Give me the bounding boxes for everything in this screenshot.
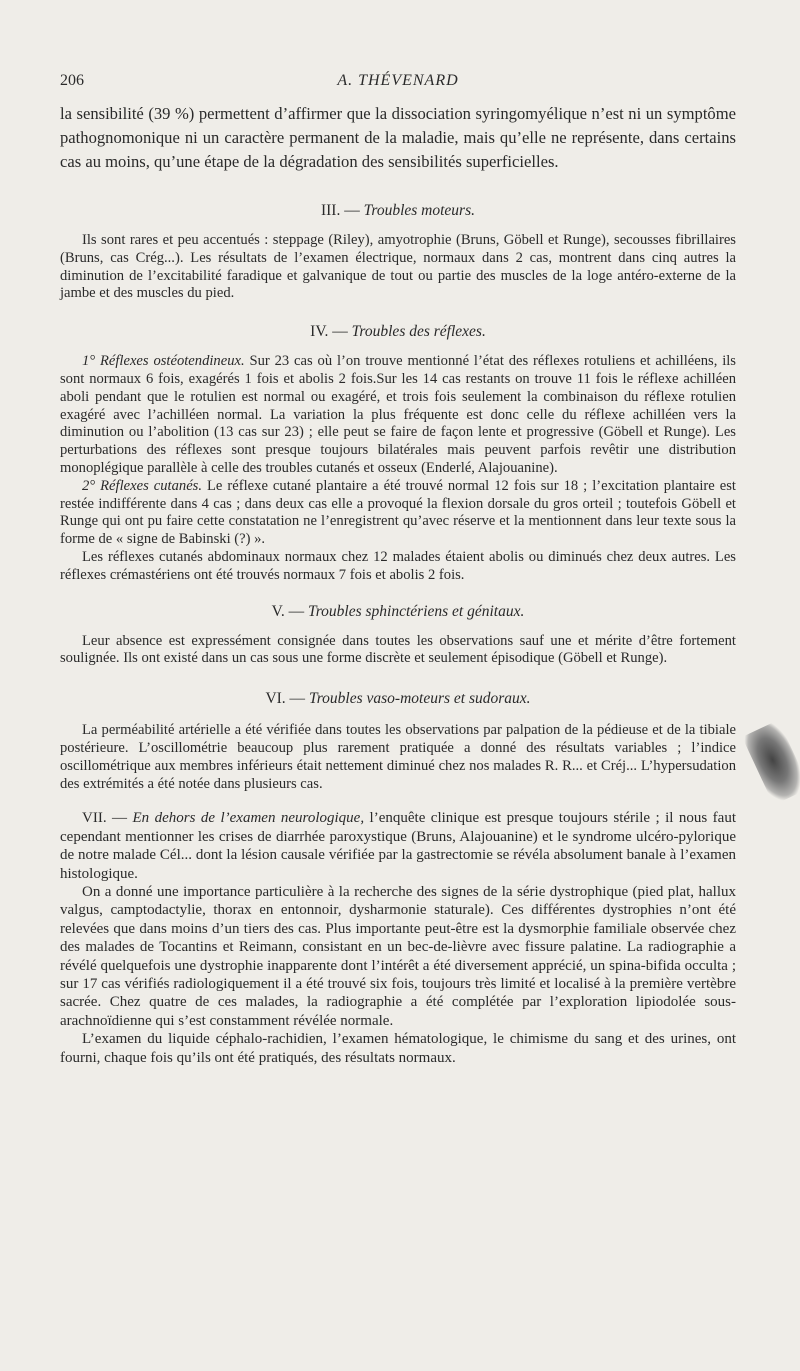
section-3-text: Ils sont rares et peu accentués : steppage (Riley), amyotrophie (Bruns, Göbell et Runge), secousses fibrillaires (Bruns, cas Crég...). Les résultats de l’examen électrique, normaux dans 2 cas, montrent dans cinq autres la diminution de l’excitabilité faradique et galvanique de tout ou partie des muscles de la loge antéro-externe de la jambe et des muscles du pied.	[60, 232, 736, 302]
section-title: En dehors de l’examen neurologique,	[132, 810, 365, 827]
section-6-text: La perméabilité artérielle a été vérifiée dans toutes les observations par palpation de la pédieuse et de la tibiale postérieure. L’oscillométrie beaucoup plus rarement pratiquée a donné des résultats variables ; l’indice oscillométrique aux membres inférieurs était nettement diminué chez nos malades R. R... et Créj... L’hypersudation des extrémités a été notée dans plusieurs cas.	[60, 722, 736, 792]
section-7-paragraph-3: L’examen du liquide céphalo-rachidien, l’examen hématologique, le chimisme du sang et des urines, ont fourni, chaque fois qu’ils ont été pratiqués, des résultats normaux.	[60, 1031, 736, 1066]
section-title: Troubles des réflexes.	[351, 323, 486, 341]
section-number: VI. —	[265, 690, 306, 708]
section-heading-4	[60, 323, 736, 341]
ink-smudge	[742, 720, 800, 805]
section-7-paragraph-2: On a donné une importance particulière à la recherche des signes de la série dystrophique (pied plat, hallux valgus, camptodactylie, thorax en entonnoir, dysharmonie staturale). Ces différentes dystrophies n’ont été relevées que dans moins d’un tiers des cas. Plus importante peut-être est la dysmorphie familiale observée chez des malades de Tocantins et Reimann, consistant en un bec-de-lièvre avec fissure palatine. La radiographie a révélé quelquefois une dystrophie inapparente dont l’intérêt a été diversement apprécié, un spina-bifida occulta ; sur 17 cas vérifiés radiologiquement il a été trouvé six fois, toujours très limité et localisé à la première vertèbre sacrée. Chez quatre de ces malades, la radiographie a été complétée par l’exploration lipiodolée sous-arachnoïdienne qui s’est constamment révélée normale.	[60, 883, 736, 1029]
page	[60, 72, 736, 1067]
page-header	[60, 72, 736, 102]
section-title: Troubles moteurs.	[363, 202, 475, 219]
section-5-text: Leur absence est expressément consignée dans toutes les observations sauf une et mérite d’être fortement soulignée. Ils ont existé dans un cas sous une forme discrète et seulement épisodique (Göbell et Runge).	[60, 632, 736, 667]
section-4-paragraph-1: 1° Réflexes ostéotendineux. Sur 23 cas où l’on trouve mentionné l’état des réflexes rotuliens et achilléens, ils sont normaux 6 fois, exagérés 1 fois et abolis 2 fois.Sur les 14 cas restants on trouve 11 fois le réflexe achilléen aboli pendant que le rotulien est normal ou exagéré, et trois fois seulement la combinaison du réflexe rotulien exagéré avec l’achilléen normal. La variation la plus fréquente est donc celle du réflexe achilléen vers la diminution ou l’abolition (13 cas sur 23) ; elle peut se faire de façon lente et progressive (Göbell et Runge). Les perturbations des réflexes sont presque toujours bilatérales mais peuvent parfois revêtir une distribution monoplégique parallèle à celle des troubles cutanés et osseux (Enderlé, Alajouanine).	[60, 353, 736, 476]
section-number: V. —	[271, 602, 305, 620]
intro-paragraph: la sensibilité (39 %) permettent d’affirmer que la dissociation syringomyélique n’est ni un symptôme pathognomonique ni un caractère permanent de la maladie, mais qu’elle ne représente, dans certains cas au moins, qu’une étape de la dégradation des sensibilités superficielles.	[60, 104, 736, 171]
section-7-paragraph-1: VII. — En dehors de l’examen neurologique, l’enquête clinique est presque toujours stérile ; il nous faut cependant mentionner les crises de diarrhée paroxystique (Bruns, Alajouanine) et le syndrome ulcéro-pylorique de notre malade Cél... dont la lésion causale vérifiée par la gastrectomie se révéla absolument banale à l’examen histologique.	[60, 810, 736, 882]
section-heading-6	[60, 690, 736, 708]
section-4-paragraph-2: 2° Réflexes cutanés. Le réflexe cutané plantaire a été trouvé normal 12 fois sur 18 ; l’excitation plantaire est restée indifférente dans 4 cas ; dans deux cas elle a provoqué la flexion dorsale du gros orteil ; toutefois Göbell et Runge qui ont pu faire cette constatation ne l’enregistrent qu’avec réserve et la mentionnent dans leur texte sous la forme de « signe de Babinski (?) ».	[60, 477, 736, 548]
section-heading-3	[60, 202, 736, 220]
subsection-label: 2° Réflexes cutanés.	[82, 477, 202, 494]
section-number: IV. —	[310, 323, 348, 341]
subsection-label: 1° Réflexes ostéotendineux.	[82, 353, 245, 370]
section-title: Troubles sphinctériens et génitaux.	[307, 602, 525, 620]
section-title: Troubles vaso-moteurs et sudoraux.	[308, 690, 531, 708]
section-heading-5	[60, 603, 736, 621]
section-number: VII. —	[82, 810, 128, 827]
section-4-paragraph-3: Les réflexes cutanés abdominaux normaux chez 12 malades étaient abolis ou diminués chez deux autres. Les réflexes crémastériens ont été trouvés normaux 7 fois et abolis 2 fois.	[60, 548, 736, 583]
page-number: 206	[60, 72, 84, 89]
running-head: A. THÉVENARD	[337, 72, 459, 89]
section-number: III. —	[320, 202, 360, 219]
